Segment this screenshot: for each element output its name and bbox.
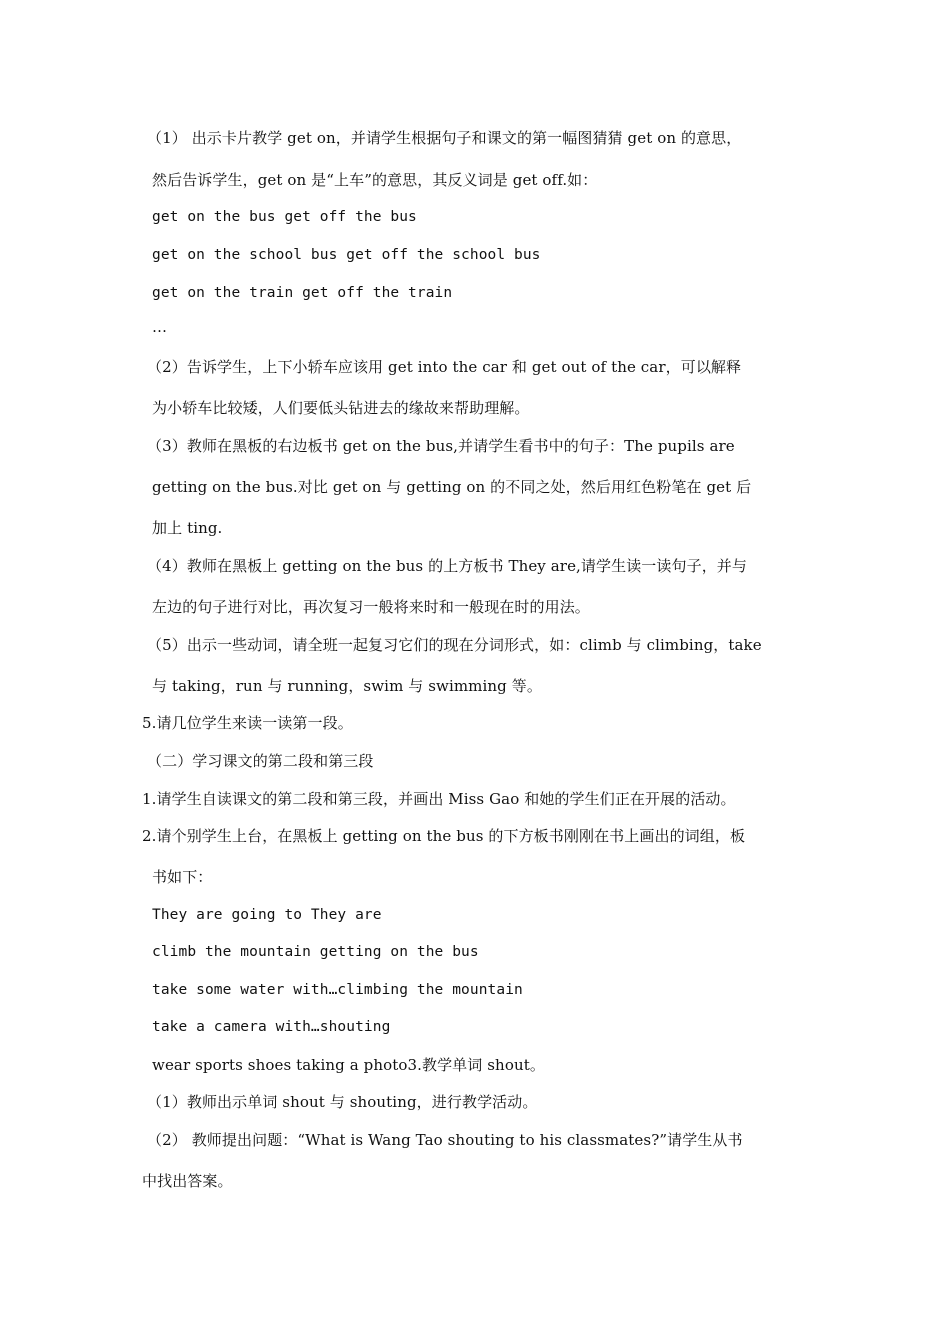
text-line: （2） 教师提出问题：“What is Wang Tao shouting to his classmates?”请学生从书 — [147, 1131, 743, 1149]
text-line: （2）告诉学生，上下小轿车应该用 get into the car 和 get out of the car，可以解释 — [147, 358, 742, 376]
text-line: （二）学习课文的第二段和第三段 — [147, 752, 374, 770]
text-line: （1）教师出示单词 shout 与 shouting，进行教学活动。 — [147, 1093, 538, 1111]
text-line: get on the train get off the train — [152, 285, 453, 301]
text-line: 加上 ting. — [152, 519, 223, 537]
text-line: 与 taking，run 与 running，swim 与 swimming 等。 — [152, 677, 542, 695]
text-line: （1） 出示卡片教学 get on，并请学生根据句子和课文的第一幅图猜猜 get on 的意思， — [147, 129, 742, 147]
text-line: … — [152, 318, 168, 336]
text-line: 2.请个别学生上台，在黑板上 getting on the bus 的下方板书刚刚在书上画出的词组，板 — [142, 827, 746, 845]
text-line: 1.请学生自读课文的第二段和第三段，并画出 Miss Gao 和她的学生们正在开展的活动。 — [142, 790, 736, 808]
text-line: climb the mountain getting on the bus — [152, 944, 479, 960]
text-line: take a camera with…shouting — [152, 1019, 391, 1035]
text-line: （5）出示一些动词，请全班一起复习它们的现在分词形式，如：climb 与 climbing，take — [147, 636, 762, 654]
text-line: getting on the bus.对比 get on 与 getting on 的不同之处，然后用红色粉笔在 get 后 — [152, 478, 752, 496]
text-line: 为小轿车比较矮，人们要低头钻进去的缘故来帮助理解。 — [152, 399, 530, 417]
text-line: 然后告诉学生，get on 是“上车”的意思，其反义词是 get off.如： — [152, 171, 598, 189]
text-line: wear sports shoes taking a photo3.教学单词 shout。 — [152, 1056, 545, 1074]
text-line: get on the school bus get off the school bus — [152, 247, 541, 263]
text-line: （4）教师在黑板上 getting on the bus 的上方板书 They are,请学生读一读句子，并与 — [147, 557, 748, 575]
text-line: take some water with…climbing the mountain — [152, 982, 523, 998]
text-line: 中找出答案。 — [142, 1172, 233, 1190]
text-line: （3）教师在黑板的右边板书 get on the bus,并请学生看书中的句子：The pupils are — [147, 437, 735, 455]
text-line: They are going to They are — [152, 907, 382, 923]
text-line: 左边的句子进行对比，再次复习一般将来时和一般现在时的用法。 — [152, 598, 590, 616]
text-line: get on the bus get off the bus — [152, 209, 417, 225]
text-line: 5.请几位学生来读一读第一段。 — [142, 714, 353, 732]
text-line: 书如下： — [152, 868, 213, 886]
